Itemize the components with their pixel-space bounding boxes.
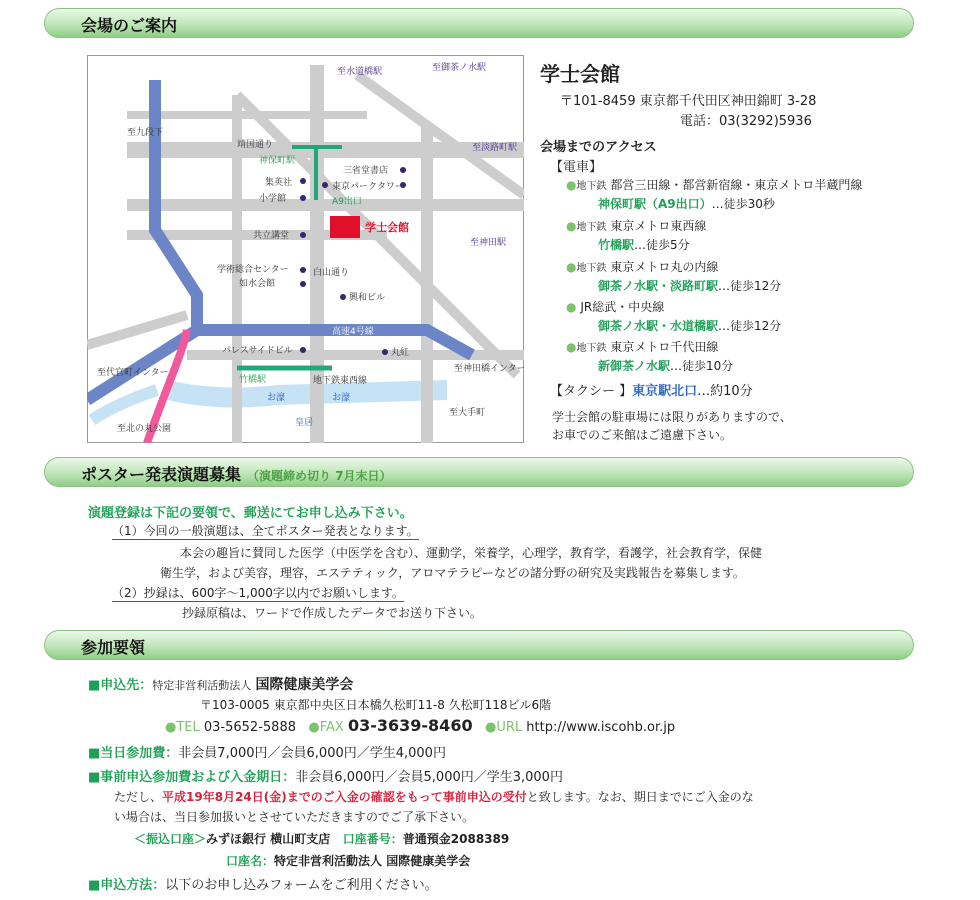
section-title: ポスター発表演題募集 （演題締め切り 7月末日）	[81, 465, 392, 484]
label-awajicho: 至淡路町駅	[472, 143, 518, 153]
bank-info: ＜振込口座＞みずほ銀行 横山町支店 口座番号：普通預金2088389	[134, 832, 510, 846]
map-svg	[87, 55, 524, 443]
label-gakushi: 学士会館	[365, 221, 409, 234]
label-takebashi: 竹橋駅	[239, 375, 267, 385]
venue-marker	[330, 216, 360, 238]
label-kyoritsu: 共立講堂	[253, 231, 290, 241]
label-tozai: 地下鉄東西線	[313, 376, 368, 386]
payment-note-1: ただし、平成19年8月24日(金)までのご入金の確認をもって事前申込の受付と致します。なお、期日までにご入金のな	[114, 790, 754, 804]
label-ohori1: お濠	[267, 393, 286, 403]
label-shueisha: 集英社	[265, 178, 293, 188]
label-yoyogi: 至代官町インター	[97, 368, 169, 378]
poster-item1-body2: 衛生学，および美容，理容，エステティック，アロマテラピーなどの諸分野の研究及実践報告を募集します。	[160, 566, 745, 580]
section-header-poster	[44, 457, 914, 487]
label-ochanomizu: 至御茶ノ水駅	[432, 63, 487, 73]
section-header-venue	[44, 8, 914, 38]
label-gakujutsu: 学術総合センター	[217, 265, 289, 275]
poster-lead: 演題登録は下記の要領で、郵送にてお申し込み下さい。	[88, 506, 413, 521]
route-station: 御茶ノ水駅・淡路町駅…徒歩12分	[598, 279, 782, 293]
label-kanda-bridge: 至神田橋インター	[454, 364, 524, 374]
venue-name: 学士会館	[540, 62, 620, 86]
apply-to: ■申込先：特定非営利活動法人 国際健康美学会	[88, 677, 354, 693]
label-suido: 至水道橋駅	[337, 67, 383, 77]
route-station: 竹橋駅…徒歩5分	[598, 238, 690, 252]
poster-item2-body: 抄録原稿は、ワードで作成したデータでお送り下さい。	[182, 606, 483, 620]
route-station: 神保町駅（A9出口）…徒歩30秒	[598, 197, 775, 211]
label-kudanshita: 至九段下	[127, 128, 164, 138]
taxi-info: 【タクシー 】東京駅北口…約10分	[550, 384, 753, 399]
label-ohori2: お濠	[332, 393, 351, 403]
route-line: ●地下鉄 東京メトロ千代田線	[566, 340, 719, 354]
label-jimbocho: 神保町駅	[259, 156, 296, 166]
route-line: ●地下鉄 東京メトロ丸の内線	[566, 260, 719, 274]
section-title: 参加要領	[81, 638, 146, 657]
label-kogyo: 興和ビル	[349, 293, 386, 303]
fax-value: 03-3639-8460	[347, 716, 473, 735]
label-jyosui: 如水会館	[239, 279, 276, 289]
route-line: ●地下鉄 東京メトロ東西線	[566, 219, 707, 233]
label-otemachi: 至大手町	[449, 408, 486, 418]
access-title: 会場までのアクセス	[540, 140, 657, 155]
label-marubeni: 丸紅	[391, 348, 410, 358]
label-sanseido: 三省堂書店	[343, 166, 389, 176]
route-line: ● JR総武・中央線	[566, 300, 665, 314]
label-kitanomaru: 至北の丸公園	[117, 424, 172, 434]
train-label: 【電車】	[550, 160, 603, 175]
label-expressway: 高速4号線	[332, 327, 374, 337]
advance-fee: ■事前申込参加費および入金期日：非会員6,000円／会員5,000円／学生3,000円	[88, 770, 563, 785]
section-header-participation	[44, 630, 914, 660]
account-holder: 口座名：特定非営利活動法人 国際健康美学会	[226, 854, 471, 868]
label-shogakukan: 小学館	[259, 194, 287, 204]
section-title: 会場のご案内	[81, 16, 178, 35]
route-line: ●地下鉄 都営三田線・都営新宿線・東京メトロ半蔵門線	[566, 178, 863, 192]
poster-item1-body1: 本会の趣旨に賛同した医学（中医学を含む）、運動学，栄養学，心理学，教育学，看護学，社会教育学，保健	[180, 546, 763, 560]
parking-note-1: 学士会館の駐車場には限りがありますので、	[552, 410, 792, 424]
poster-item2: （2）抄録は、600字～1,000字以内でお願いします。	[112, 586, 404, 600]
venue-address: 〒101-8459 東京都千代田区神田錦町 3-28	[560, 94, 817, 109]
label-yasukuni: 靖国通り	[237, 140, 274, 150]
access-map	[87, 55, 524, 447]
poster-item1: （1）今回の一般演題は、全てポスター発表となります。	[112, 524, 419, 538]
contact-line: ●TEL 03-5652-5888 ●FAX 03-3639-8460 ●URL http://www.iscohb.or.jp	[165, 716, 676, 735]
deadline-note: （演題締め切り 7月末日）	[247, 469, 392, 483]
route-station: 御茶ノ水駅・水道橋駅…徒歩12分	[598, 319, 782, 333]
apply-method: ■申込方法：以下のお申し込みフォームをご利用ください。	[88, 878, 438, 893]
label-a9: A9出口	[332, 197, 362, 207]
label-palace: パレスサイドビル	[222, 346, 293, 356]
label-hakusan: 白山通り	[313, 268, 350, 278]
label-kokyo: 皇居	[295, 418, 314, 428]
label-kanda: 至神田駅	[470, 238, 507, 248]
sameday-fee: ■当日参加費：非会員7,000円／会員6,000円／学生4,000円	[88, 746, 446, 761]
label-tokyo-park: 東京パークタワー	[332, 182, 404, 192]
url-link[interactable]: http://www.iscohb.or.jp	[526, 720, 676, 735]
parking-note-2: お車でのご来館はご遠慮下さい。	[552, 428, 733, 442]
payment-note-2: い場合は、当日参加扱いとさせていただきますのでご了承下さい。	[114, 810, 475, 824]
apply-address: 〒103-0005 東京都中央区日本橋久松町11-8 久松町118ビル6階	[200, 698, 552, 712]
venue-phone: 電話：03(3292)5936	[680, 114, 812, 129]
tel-value: 03-5652-5888	[203, 720, 296, 735]
route-station: 新御茶ノ水駅…徒歩10分	[598, 359, 734, 373]
